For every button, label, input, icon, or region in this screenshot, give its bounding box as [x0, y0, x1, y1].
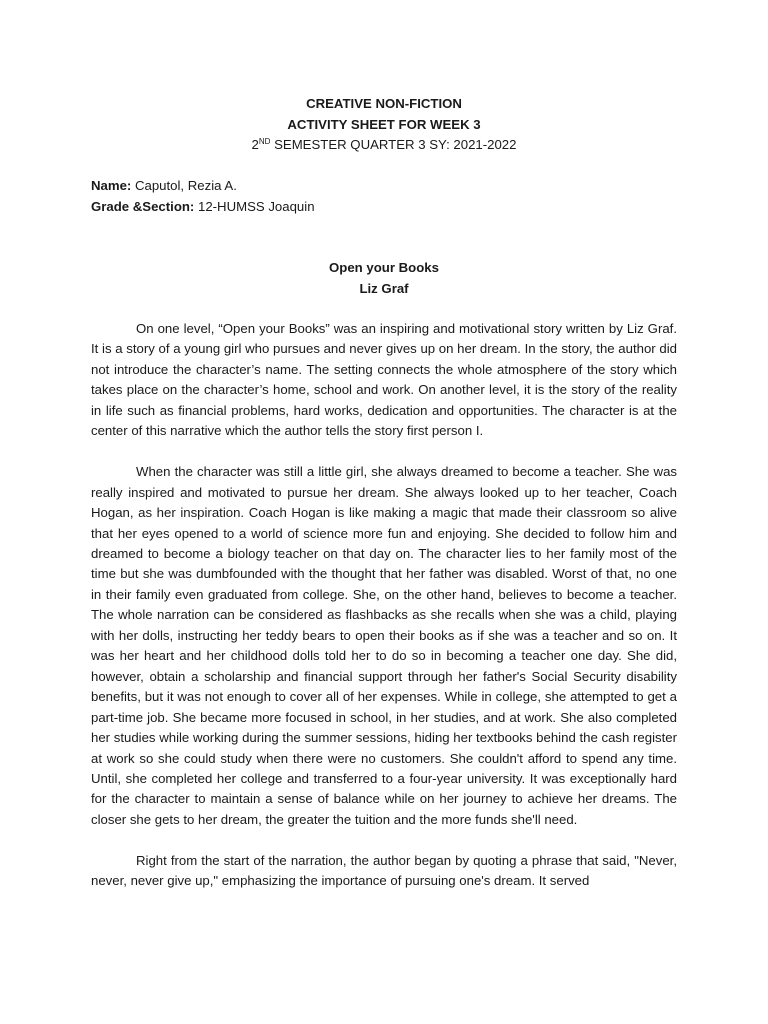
paragraph-2: When the character was still a little girl, she always dreamed to become a teacher. She was really inspired and motivated to pursue her dream. She always looked up to her teacher, Coach Hogan, as her inspiration. Coach Hogan is like making a magic that made their classroom so alive that her eyes opened to a world of science more fun and enjoying. She decided to follow him and dreamed to become a biology teacher on that day on. The character lies to her family most of the time but she was dumbfounded with the thought that her father was disabled. Worst of that, no one in their family even graduated from college. She, on the other hand, believes to become a teacher. The whole narration can be considered as flashbacks as she recalls when she was a child, playing with her dolls, instructing her teddy bears to open their books as if she was a teacher and so on. It was her heart and her childhood dolls told her to do so in becoming a teacher one day. She did, however, obtain a scholarship and financial support through her father's Social Security disability benefits, but it was not enough to cover all of her expenses. While in college, she attempted to get a part-time job. She became more focused in school, in her studies, and at work. She also completed her studies while working during the summer sessions, hiding her textbooks behind the cash register at work so she could study when there were no customers. She couldn't afford to spend any time. Until, she completed her college and transferred to a four-year university. It was exceptionally hard for the character to maintain a sense of balance while on her journey to achieve her dreams. The closer she gets to her dream, the greater the tuition and the more funds she'll need. [91, 464, 677, 827]
name-line [91, 176, 315, 197]
essay-body [91, 319, 677, 912]
name-label: Name: [91, 178, 132, 193]
semester-suffix: ND [258, 137, 271, 146]
semester-number: 2 [251, 137, 259, 152]
grade-line [91, 197, 315, 218]
semester-rest: SEMESTER QUARTER 3 SY: 2021-2022 [270, 137, 517, 152]
name-value: Caputol, Rezia A. [131, 178, 237, 193]
student-info [91, 176, 315, 217]
paragraph-1: On one level, “Open your Books” was an inspiring and motivational story written by Liz Graf. It is a story of a young girl who pursues and never gives up on her dream. In the story, the author did not introduce the character’s name. The setting connects the whole atmosphere of the story which takes place on the character’s home, school and work. On another level, it is the story of the reality in life such as financial problems, hard works, dedication and opportunities. The character is at the center of this narrative which the author tells the story first person I. [91, 321, 677, 439]
paragraph-3: Right from the start of the narration, the author began by quoting a phrase that said, "Never, never, never give up," emphasizing the importance of pursuing one's dream. It served [91, 852, 677, 889]
activity-title: ACTIVITY SHEET FOR WEEK 3 [287, 116, 481, 132]
grade-value: 12-HUMSS Joaquin [194, 198, 315, 214]
semester-line [0, 135, 768, 156]
document-header [0, 94, 768, 156]
story-title: Open your Books [329, 260, 439, 275]
grade-label: Grade &Section: [91, 198, 195, 214]
story-author: Liz Graf [359, 280, 409, 296]
course-title: CREATIVE NON-FICTION [306, 96, 462, 111]
story-heading [0, 258, 768, 299]
